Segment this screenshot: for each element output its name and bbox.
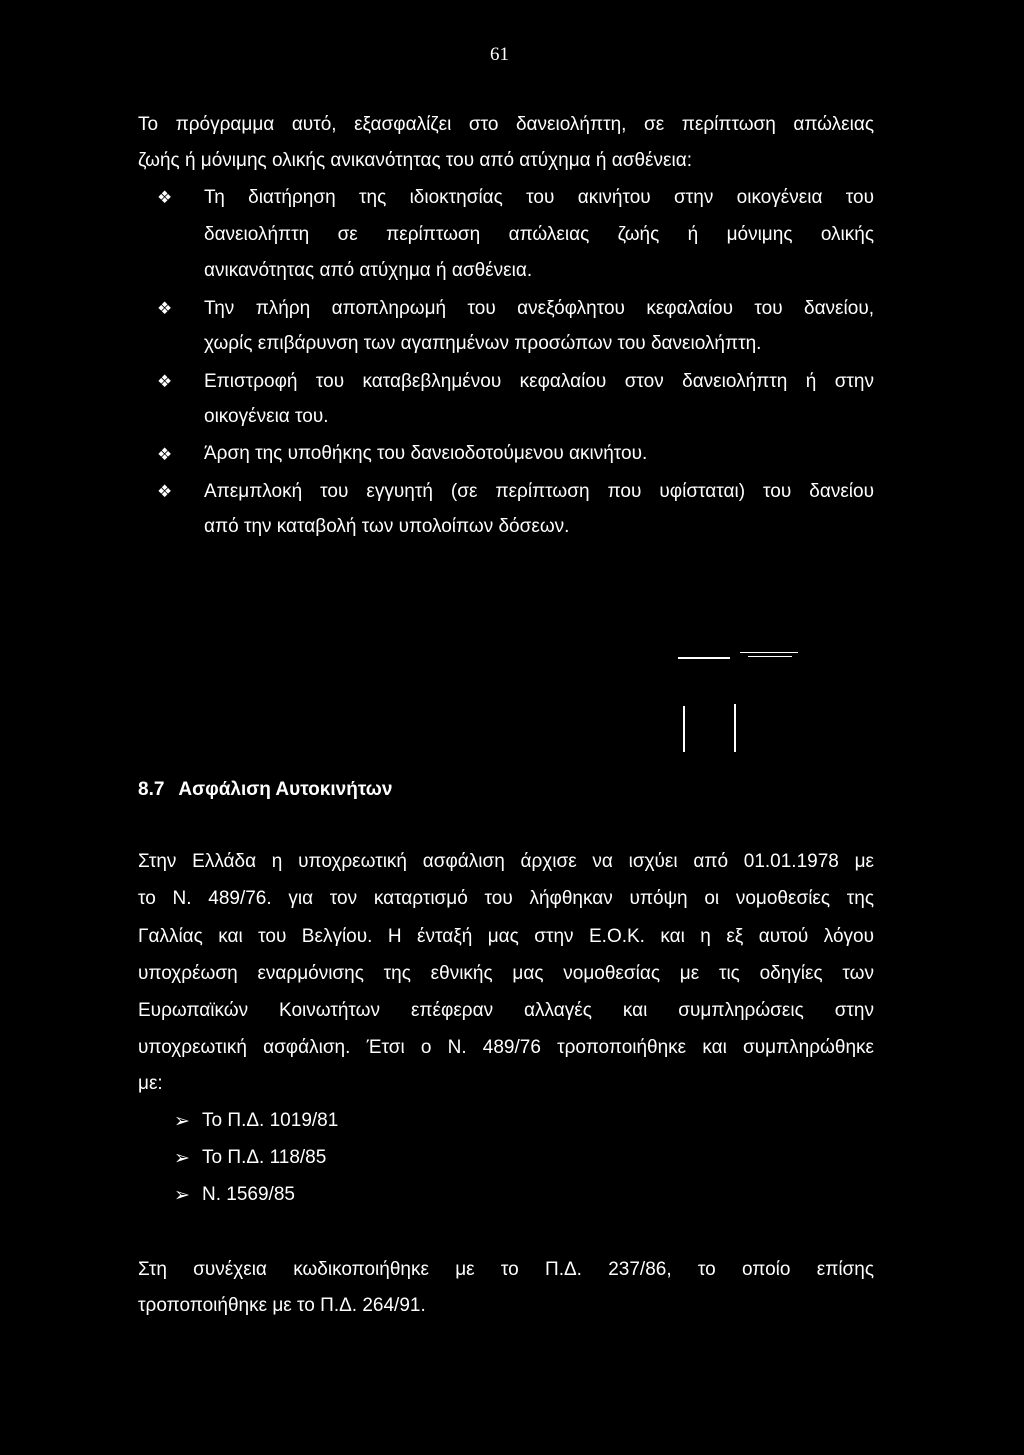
bullet-line: από την καταβολή των υπολοίπων δόσεων. [204,516,570,537]
body-text: Στην Ελλάδα η υποχρεωτική ασφάλιση άρχισε να ισχύει από 01.01.1978 με [138,851,874,872]
body-line [138,850,874,874]
arrow-bullet-icon: ➢ [174,1185,190,1206]
bullet-line: ανικανότητας από ατύχημα ή ασθένεια. [204,260,533,281]
bullet-line [204,370,874,394]
law-item: Το Π.Δ. 1019/81 [202,1110,339,1131]
scan-mark-line [678,657,730,659]
law-item: Το Π.Δ. 118/85 [202,1147,327,1168]
body-text: Γαλλίας και του Βελγίου. Η ένταξή μας στην Ε.Ο.Κ. και η εξ αυτού λόγου [138,926,874,947]
bullet-diamond-icon: ❖ [157,299,173,318]
bullet-text: Επιστροφή του καταβεβλημένου κεφαλαίου στον δανειολήπτη ή στην [204,371,874,392]
bullet-diamond-icon: ❖ [157,188,173,207]
arrow-bullet-icon: ➢ [174,1148,190,1169]
body-line: με: [138,1073,163,1094]
closing-text: Στη συνέχεια κωδικοποιήθηκε με το Π.Δ. 237/86, το οποίο επίσης [138,1259,874,1280]
bullet-line [204,480,874,504]
section-number: 8.7 [138,779,165,800]
bullet-line: Άρση της υποθήκης του δανειοδοτούμενου ακινήτου. [204,443,648,464]
bullet-line [204,223,874,247]
scan-mark-line [740,652,798,653]
scan-mark-line [734,704,736,752]
arrow-bullet-icon: ➢ [174,1111,190,1132]
intro-line: ζωής ή μόνιμης ολικής ανικανότητας του από ατύχημα ή ασθένεια: [138,150,692,171]
scan-mark-line [748,656,792,657]
law-item: Ν. 1569/85 [202,1184,295,1205]
bullet-line: οικογένεια του. [204,406,329,427]
body-line [138,962,874,986]
bullet-line [204,297,874,321]
body-line [138,999,874,1023]
closing-line: τροποποιήθηκε με το Π.Δ. 264/91. [138,1295,426,1316]
bullet-diamond-icon: ❖ [157,372,173,391]
closing-line [138,1258,874,1282]
bullet-line: χωρίς επιβάρυνση των αγαπημένων προσώπων του δανειολήπτη. [204,333,762,354]
bullet-text: Την πλήρη αποπληρωμή του ανεξόφλητου κεφαλαίου του δανείου, [204,298,874,319]
bullet-line [204,186,874,210]
section-title: Ασφάλιση Αυτοκινήτων [178,779,393,800]
body-text: το Ν. 489/76. για τον καταρτισμό του λήφθηκαν υπόψη οι νομοθεσίες της [138,888,874,909]
scan-mark-line [683,706,685,752]
bullet-text: δανειολήπτη σε περίπτωση απώλειας ζωής ή μόνιμης ολικής [204,224,874,245]
body-line [138,1036,874,1060]
section-heading [138,779,392,801]
body-line [138,925,874,949]
bullet-diamond-icon: ❖ [157,482,173,501]
intro-text: Το πρόγραμμα αυτό, εξασφαλίζει στο δανειολήπτη, σε περίπτωση απώλειας [138,114,874,135]
body-text: Ευρωπαϊκών Κοινωτήτων επέφεραν αλλαγές και συμπληρώσεις στην [138,1000,874,1021]
bullet-text: Τη διατήρηση της ιδιοκτησίας του ακινήτου στην οικογένεια του [204,187,874,208]
body-line [138,887,874,911]
bullet-diamond-icon: ❖ [157,445,173,464]
body-text: υποχρέωση εναρμόνισης της εθνικής μας νομοθεσίας με τις οδηγίες των [138,963,874,984]
body-text: υποχρεωτική ασφάλιση. Έτσι ο Ν. 489/76 τροποποιήθηκε και συμπληρώθηκε [138,1037,874,1058]
intro-line [138,113,874,137]
bullet-text: Απεμπλοκή του εγγυητή (σε περίπτωση που υφίσταται) του δανείου [204,481,874,502]
page-number: 61 [490,44,509,65]
